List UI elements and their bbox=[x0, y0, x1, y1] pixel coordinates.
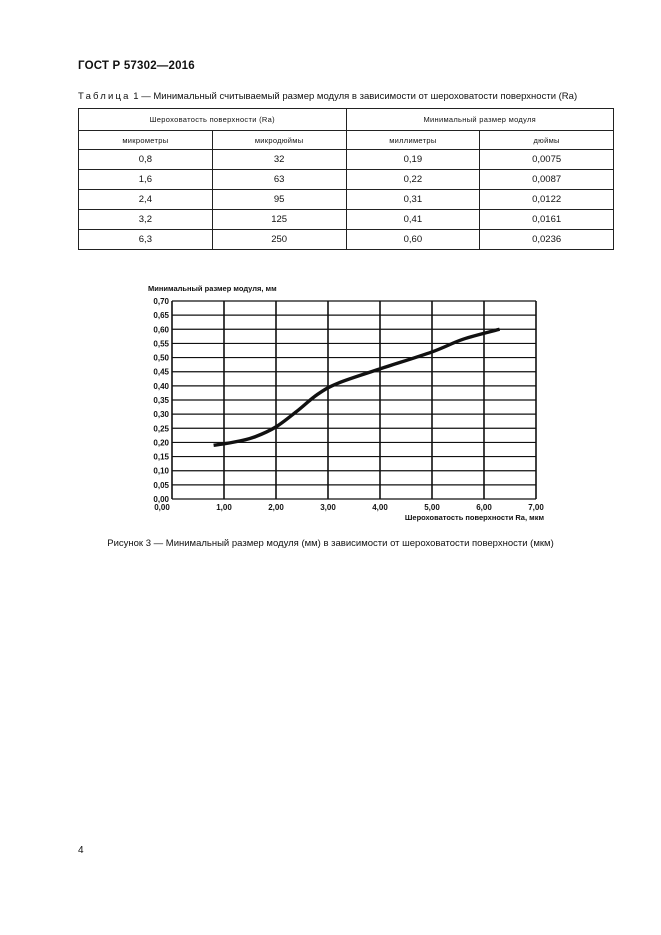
table-cell: 6,3 bbox=[79, 230, 213, 250]
table-cell: 0,60 bbox=[346, 230, 480, 250]
table-cell: 95 bbox=[212, 190, 346, 210]
table-cell: 0,0161 bbox=[480, 210, 614, 230]
figure-caption: Рисунок 3 — Минимальный размер модуля (мм) в зависимости от шероховатости поверхности (мкм) bbox=[107, 538, 554, 549]
y-tick-label: 0,20 bbox=[153, 438, 169, 448]
table-caption-prefix: Таблица bbox=[78, 91, 131, 102]
x-tick-label: 3,00 bbox=[320, 503, 336, 512]
y-tick-label: 0,55 bbox=[153, 339, 169, 349]
column-header-millimeters: миллиметры bbox=[346, 131, 480, 150]
table-column-header-row bbox=[79, 131, 614, 150]
table-cell: 0,22 bbox=[346, 170, 480, 190]
table-group-header-row bbox=[79, 109, 614, 131]
y-tick-label: 0,35 bbox=[153, 396, 169, 405]
chart-container bbox=[140, 280, 560, 530]
x-tick-label: 1,00 bbox=[216, 503, 232, 512]
table-row bbox=[79, 210, 614, 230]
table-cell: 2,4 bbox=[79, 190, 213, 210]
y-tick-label: 0,00 bbox=[153, 495, 169, 504]
table-cell: 1,6 bbox=[79, 170, 213, 190]
y-tick-label: 0,15 bbox=[153, 452, 169, 462]
table-cell: 0,8 bbox=[79, 150, 213, 170]
y-tick-label: 0,30 bbox=[153, 410, 169, 420]
table-cell: 0,0236 bbox=[480, 230, 614, 250]
y-axis-title: Минимальный размер модуля, мм bbox=[148, 284, 277, 293]
y-tick-label: 0,50 bbox=[153, 353, 169, 363]
table-cell: 250 bbox=[212, 230, 346, 250]
table-cell: 0,19 bbox=[346, 150, 480, 170]
table-cell: 125 bbox=[212, 210, 346, 230]
table-cell: 63 bbox=[212, 170, 346, 190]
table-cell: 0,0075 bbox=[480, 150, 614, 170]
table-caption-text: — Минимальный считываемый размер модуля в зависимости от шероховатости поверхности (Ra) bbox=[138, 91, 578, 102]
table-row bbox=[79, 150, 614, 170]
page-number: 4 bbox=[78, 845, 84, 856]
table-caption-number: 1 bbox=[133, 91, 139, 102]
table-caption bbox=[78, 91, 577, 102]
document-header: ГОСТ Р 57302—2016 bbox=[78, 60, 195, 72]
group-header-module-size: Минимальный размер модуля bbox=[346, 109, 614, 131]
y-tick-label: 0,65 bbox=[153, 311, 169, 321]
y-tick-label: 0,60 bbox=[153, 325, 169, 335]
table-row bbox=[79, 230, 614, 250]
table-row bbox=[79, 170, 614, 190]
column-header-microinches: микродюймы bbox=[212, 131, 346, 150]
table-cell: 0,41 bbox=[346, 210, 480, 230]
table-cell: 0,0122 bbox=[480, 190, 614, 210]
column-header-inches: дюймы bbox=[480, 131, 614, 150]
x-tick-label: 7,00 bbox=[528, 503, 544, 512]
x-tick-label: 6,00 bbox=[476, 503, 492, 512]
y-tick-label: 0,40 bbox=[153, 381, 169, 391]
table-cell: 32 bbox=[212, 150, 346, 170]
x-tick-label: 4,00 bbox=[372, 503, 388, 512]
table-row bbox=[79, 190, 614, 210]
y-tick-label: 0,25 bbox=[153, 424, 169, 434]
table-cell: 0,0087 bbox=[480, 170, 614, 190]
x-tick-label: 2,00 bbox=[268, 503, 284, 512]
x-axis-title: Шероховатость поверхности Ra, мкм bbox=[404, 513, 544, 522]
y-tick-label: 0,10 bbox=[153, 466, 169, 476]
table-cell: 0,31 bbox=[346, 190, 480, 210]
x-tick-label: 5,00 bbox=[424, 503, 440, 512]
table-cell: 3,2 bbox=[79, 210, 213, 230]
column-header-micrometers: микрометры bbox=[79, 131, 213, 150]
y-tick-label: 0,45 bbox=[153, 367, 169, 377]
y-tick-label: 0,05 bbox=[153, 480, 169, 490]
x-tick-label: 0,00 bbox=[154, 503, 170, 512]
roughness-table bbox=[78, 108, 614, 250]
y-tick-label: 0,70 bbox=[153, 297, 169, 306]
roughness-chart bbox=[140, 280, 560, 530]
group-header-roughness: Шероховатость поверхности (Ra) bbox=[79, 109, 347, 131]
